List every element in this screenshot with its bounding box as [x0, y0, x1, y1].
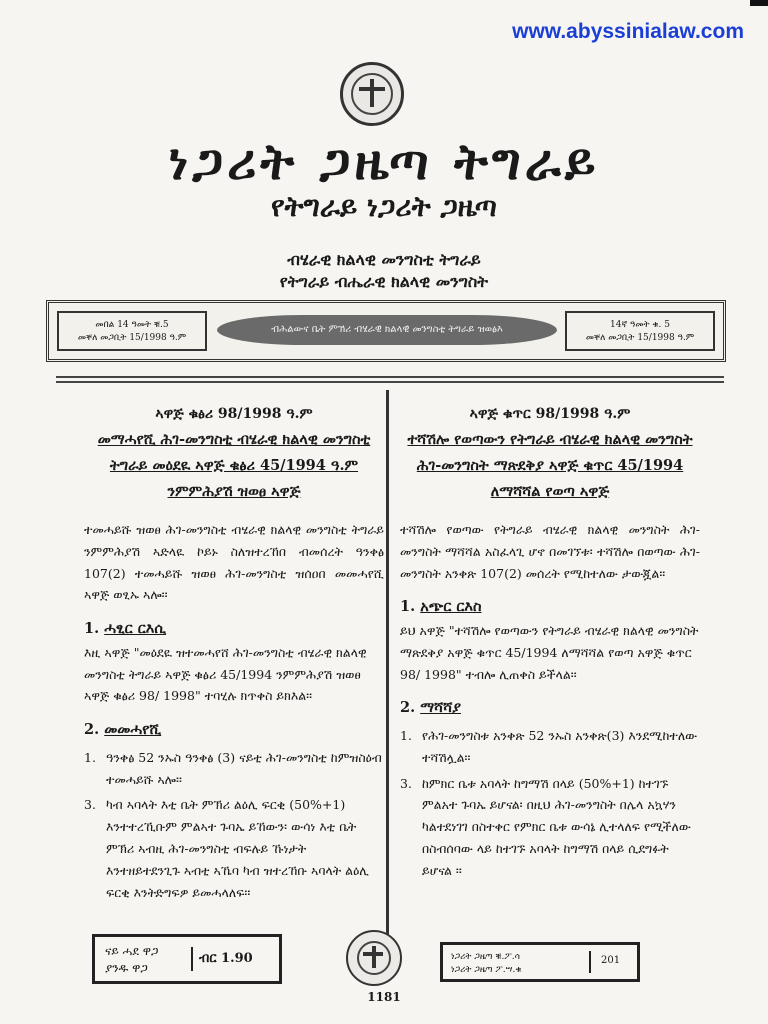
price-label: [105, 943, 158, 977]
price-label-amharic: ያንዱ ዋጋ: [105, 960, 148, 975]
price-box: [92, 934, 282, 984]
section-title: አጭር ርእስ: [420, 598, 482, 616]
proclamation-number: ኣዋጅ ቁፅሪ 98/1998 ዓ.ም: [155, 406, 313, 422]
issue-info-right: [565, 311, 715, 351]
section-title: ማሻሻያ: [420, 699, 461, 717]
item-text: ካብ ኣባላት እቲ ቤት ምኽሪ ልዕሊ ፍርቂ (50%+1) እንተተረኺቡም ምልኣተ ጉባኤ ይኸውን፡ ውሳነ እቲ ቤት ምኽሪ ኣብዚ ሕገ-መንግስቲ ብፍሉይ ኹነታት እንተዘይተደንጊጉ ኣብቲ ኣኼባ ካብ ዝተረኸቡ ኣባላት ልዕሊ ፍርቂ እንትድግፍዎ ይመሓላለፍ፡፡: [106, 797, 369, 900]
item-number: 3.: [84, 797, 96, 813]
list-item: [84, 794, 384, 903]
section-title: ሓፂር ርእሲ: [104, 620, 166, 638]
region-line-2: የትግራይ ብሔራዊ ክልላዊ መንግስት: [279, 272, 489, 291]
rule-top: [56, 376, 724, 378]
region-line-1: ብሄራዊ ክልላዊ መንግስቲ ትግራይ: [287, 250, 481, 269]
po-box-label-amharic: ነጋሪት ጋዜጣ ፖ.ሣ.ቁ: [451, 964, 522, 975]
preamble: ተመሓይሹ ዝወፀ ሕገ-መንግስቲ ብሄራዊ ክልላዊ መንግስቲ ትግራይ ንምምሕያሽ ኣድላዪ ኮይኑ ስለዝተረኸበ ብመሰረት ዓንቀፅ 107(2) ተመሓይሹ ዝወፀ ሕገ-መንግስቲ ዝሰዐበ መመሓየሺ ኣዋጅ ወፂኡ ኣሎ፡፡: [84, 521, 384, 603]
section-number: 1.: [84, 620, 100, 638]
item-text: የሕገ-መንግስቱ አንቀጽ 52 ንኡስ አንቀጽ(3) እንደሚከተለው ተሻሽሏል፡፡: [422, 727, 698, 765]
section-number: 2.: [400, 699, 416, 717]
item-text: ዓንቀፅ 52 ንኡስ ዓንቀፅ (3) ናይቲ ሕገ-መንግስቲ ከምዝስዕብ ተመሓይሹ ኣሎ፡፡: [106, 749, 382, 787]
po-box-label-tigrinya: ነጋሪት ጋዜጣ ቑ.ፖ.ሳ: [451, 952, 520, 962]
section-1-heading: [84, 616, 384, 641]
item-number: 1.: [84, 749, 96, 765]
item-text: ከምክር ቤቱ አባላት ከግማሽ በላይ (50%+1) ከተገኙ ምልአተ ጉባኤ ይሆናል፡ በዚህ ሕገ-መንግስት በሌላ አኳሃን ካልተደነገገ በስተቀር የምክር ቤቱ ውሳኔ ሊተላለፍ የሚችለው በስብሰባው ላይ ከተገኙ አባላት ከግማሽ በላይ ሲደግፉት ይሆናል ፡፡: [422, 775, 691, 879]
issue-number-left: መበል 14 ዓመት ቑ.5: [95, 320, 169, 330]
section-1-heading: [400, 594, 700, 619]
section-1-text: ይህ አዋጅ "ተሻሽሎ የወጣውን የትግራይ ብሄራዊ ክልላዊ መንግስት ማጽደቅያ አዋጅ ቁጥር 45/1994 ለማሻሻል የወጣ አዋጅ ቁጥር 98/ 1998" ተብሎ ሊጠቀስ ይችላል፡፡: [400, 622, 699, 682]
section-2-heading: [84, 717, 384, 742]
issue-date-left: መቐለ መጋቢት 15/1998 ዓ.ም: [77, 332, 187, 343]
price-separator: [191, 947, 193, 971]
proclamation-number: ኣዋጅ ቁጥር 98/1998 ዓ.ም: [469, 406, 631, 422]
po-box-number: 201: [601, 955, 621, 966]
list-item: [84, 747, 384, 791]
issue-number-right: 14ኛ ዓመት ቁ. 5: [610, 320, 670, 330]
banner-publisher: ብሕልውና ቤት ምኽሪ ብሄራዊ ክልላዊ መንግስቲ ትግራይ ዝወፅእ: [217, 315, 557, 345]
emblem-seal: [340, 62, 404, 126]
corner-mark: [750, 0, 768, 6]
column-divider: [386, 390, 389, 950]
list-item: [400, 773, 700, 882]
page-number: 1181: [367, 990, 401, 1004]
website-link[interactable]: www.abyssinialaw.com: [512, 20, 744, 43]
gazette-subtitle: የትግራይ ነጋሪት ጋዜጣ: [271, 190, 497, 223]
section-1-text: እዚ ኣዋጅ "መዕደዪ ዝተመሓየሸ ሕገ-መንግስቲ ብሄራዊ ክልላዊ መንግስቲ ትግራይ ኣዋጅ ቁፅሪ 45/1994 ንምምሕያሽ ዝወፀ ኣዋጅ ቁፅሪ 98/ 1998" ተባሂሉ ክጥቀስ ይክእል፡፡: [84, 644, 367, 704]
rule-top-2: [56, 381, 724, 383]
list-item: [400, 725, 700, 769]
po-box: [440, 942, 640, 982]
issue-info-left: [57, 311, 207, 351]
po-box-label: [451, 951, 522, 976]
section-number: 1.: [400, 598, 416, 616]
section-title: መመሓየሺ: [104, 721, 162, 739]
emblem-seal-small: [346, 930, 402, 986]
price-value: ብር 1.90: [199, 951, 253, 966]
issue-banner: [46, 300, 726, 362]
item-number: 3.: [400, 775, 412, 791]
preamble: ተሻሽሎ የወጣው የትግራይ ብሄራዊ ክልላዊ መንግስት ሕገ-መንግስት ማሻሻል አስፈላጊ ሆኖ በመገኘቱ፡ ተሻሽሎ በወጣው ሕገ-መንግስት አንቀጽ 107(2) መሰረት የሚከተለው ታውጇል፡፡: [400, 521, 700, 581]
po-box-separator: [589, 951, 591, 973]
item-number: 1.: [400, 727, 412, 743]
section-2-heading: [400, 695, 700, 720]
issue-date-right: መቐለ መጋቢት 15/1998 ዓ.ም: [585, 332, 695, 343]
amharic-column: [400, 402, 700, 882]
gazette-title: ነጋሪት ጋዜጣ ትግራይ: [168, 132, 600, 191]
section-number: 2.: [84, 721, 100, 739]
price-label-tigrinya: ናይ ሓደ ዋጋ: [105, 944, 159, 958]
proclamation-title: ተሻሽሎ የወጣውን የትግራይ ብሄራዊ ክልላዊ መንግስት ሕገ-መንግስት ማጽደቅያ ኣዋጅ ቁጥር 45/1994 ለማሻሻል የወጣ ኣዋጅ: [407, 430, 693, 500]
proclamation-title: መማሓየሺ ሕገ-መንግስቲ ብሄራዊ ክልላዊ መንግስቲ ትግራይ መዕደዪ ኣዋጅ ቁፅሪ 45/1994 ዓ.ም ንምምሕያሽ ዝወፀ ኣዋጅ: [97, 430, 371, 500]
tigrinya-column: [84, 402, 384, 904]
